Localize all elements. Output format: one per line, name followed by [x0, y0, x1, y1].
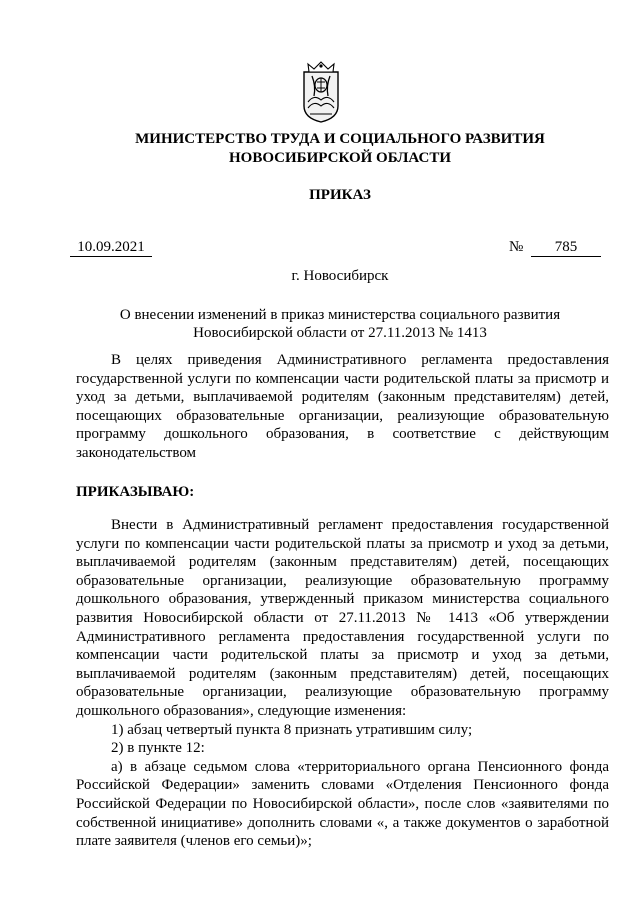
coat-of-arms-icon	[300, 58, 342, 124]
order-directive: ПРИКАЗЫВАЮ:	[76, 484, 195, 500]
order-body	[76, 516, 609, 851]
order-number: 785	[531, 238, 601, 257]
ministry-name	[60, 130, 620, 168]
ministry-line-2: НОВОСИБИРСКОЙ ОБЛАСТИ	[228, 150, 452, 166]
body-intro: Внести в Административный регламент предоставления государственной услуги по компенсации части родительской платы за присмотр и уход за детьми, выплачиваемой родителям (законным представителям) детей, посещающих образовательные организации, реализующие образовательную программу дошкольного образования, утвержденный приказом министерства социального развития Новосибирской области от 27.11.2013 № 1413 «Об утверждении Административного регламента предоставления государственной услуги по компенсации части родительской платы за присмотр и уход за детьми, выплачиваемой родителям (законным представителям) детей, посещающих образовательные организации, реализующие образовательную программу дошкольного образования», следующие изменения:	[76, 517, 609, 719]
preamble-paragraph: В целях приведения Административного регламента предоставления государственной услуги по компенсации части родительской платы за присмотр и уход за детьми, выплачиваемой родителям (законным представителям) детей, посещающих образовательные организации, реализующие образовательную программу дошкольного образования, в соответствие с действующим законодательством	[76, 352, 609, 461]
document-type: ПРИКАЗ	[309, 187, 371, 203]
order-date: 10.09.2021	[70, 238, 152, 257]
ministry-line-1: МИНИСТЕРСТВО ТРУДА И СОЦИАЛЬНОГО РАЗВИТИЯ	[135, 131, 545, 147]
number-sign: №	[509, 239, 524, 255]
subject-line-2: Новосибирской области от 27.11.2013 № 1413	[193, 325, 487, 341]
body-item-2: 2) в пункте 12:	[111, 740, 205, 757]
subject-line-1: О внесении изменений в приказ министерства социального развития	[119, 307, 561, 323]
body-item-2a: а) в абзаце седьмом слова «территориального органа Пенсионного фонда Российской Федерации» заменить словами «Отделения Пенсионного фонда Российской Федерации по Новосибирской области», после слов «заявителями по собственной инициативе» дополнить словами «, а также документов о заработной плате заявителя (членов его семьи)»;	[76, 758, 609, 850]
body-item-1: 1) абзац четвертый пункта 8 признать утратившим силу;	[111, 721, 473, 738]
city: г. Новосибирск	[291, 268, 389, 284]
order-subject	[100, 306, 580, 342]
